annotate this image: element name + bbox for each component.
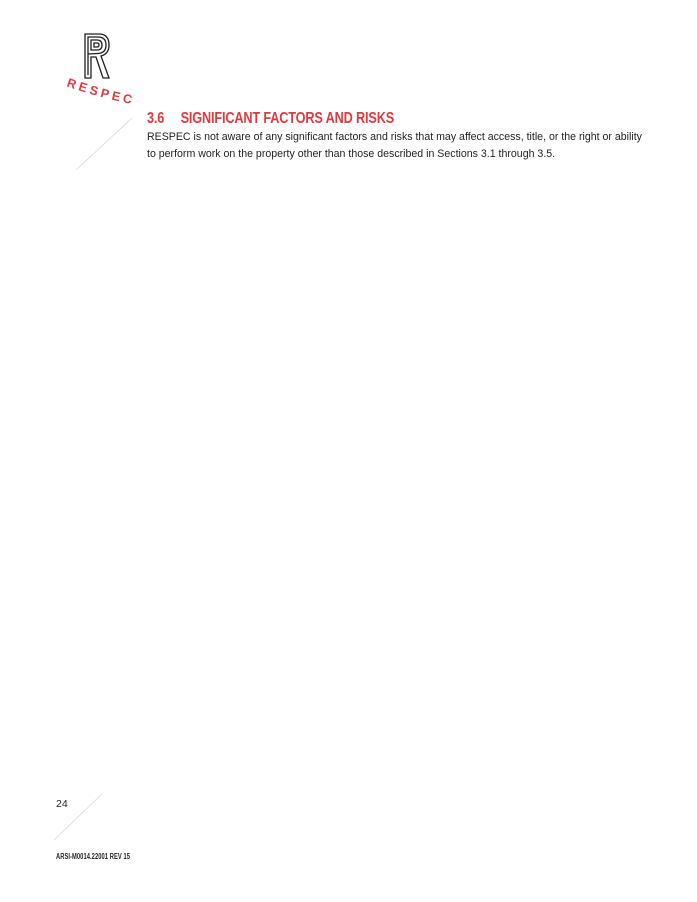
page-number: 24 — [56, 798, 68, 810]
section-heading — [147, 106, 394, 128]
section-number: 3.6 — [147, 110, 165, 127]
section-body-text: RESPEC is not aware of any significant factors and risks that may affect access, title, or the right or ability to perform work on the property other than those described in Sections 3.1 through 3.5. — [147, 131, 642, 160]
header-diagonal-rule — [76, 118, 132, 170]
respec-r-monogram-icon — [82, 32, 112, 80]
respec-wordmark — [64, 75, 137, 108]
section-title: SIGNIFICANT FACTORS AND RISKS — [180, 110, 395, 127]
svg-text:RESPEC: RESPEC — [65, 75, 137, 108]
respec-logo — [62, 32, 137, 112]
document-code: ARSI-M0014.22001 REV 15 — [56, 852, 131, 861]
